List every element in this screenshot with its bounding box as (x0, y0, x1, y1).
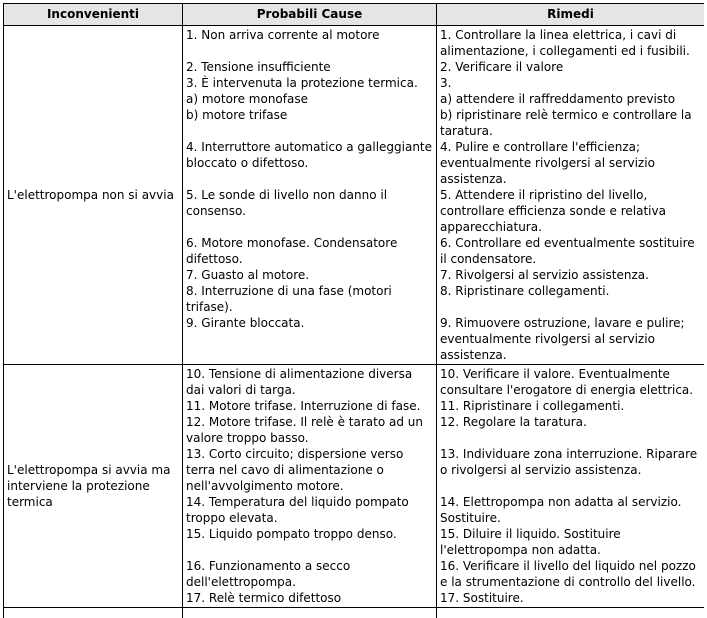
cause-item: 4. Interruttore automatico a galleggiante bloccato o difettoso. (186, 140, 433, 170)
remedy-item: 1. Controllare la linea elettrica, i cavi di alimentazione, i collegamenti ed i fusibili. (440, 28, 690, 58)
remedy-item: 14. Elettropompa non adatta al servizio. Sostituire. (440, 495, 682, 525)
header-inconvenienti: Inconvenienti (4, 4, 183, 26)
spacer-line (186, 542, 433, 558)
cause-item: 11. Motore trifase. Interruzione di fase. (186, 399, 421, 413)
remedy-item: b) ripristinare relè termico e controllare la taratura. (440, 108, 692, 138)
cause-item: 6. Motore monofase. Condensatore difettoso. (186, 236, 398, 266)
cause-item: 16. Funzionamento a secco dell'elettropompa. (186, 559, 351, 589)
remedy-item: 5. Attendere il ripristino del livello, controllare efficienza sonde e relativa apparecchiatura. (440, 188, 666, 234)
cause-item: 10. Tensione di alimentazione diversa dai valori di targa. (186, 367, 413, 397)
remedy-item: 17. Sostituire. (440, 591, 524, 605)
empty-cell (183, 608, 437, 618)
causes-cell (183, 365, 437, 608)
spacer-line (440, 299, 701, 315)
header-row (4, 4, 705, 26)
empty-cell (4, 608, 183, 618)
header-rimedi: Rimedi (437, 4, 705, 26)
spacer-line (186, 171, 433, 187)
header-probabili-cause: Probabili Cause (183, 4, 437, 26)
remedy-item: 7. Rivolgersi al servizio assistenza. (440, 268, 649, 282)
remedy-item: 15. Diluire il liquido. Sostituire l'elettropompa non adatta. (440, 527, 621, 557)
cause-item: 7. Guasto al motore. (186, 268, 310, 282)
cause-item: 13. Corto circuito; dispersione verso terra nel cavo di alimentazione o nell'avvolgimento motore. (186, 447, 404, 493)
remedy-item: 6. Controllare ed eventualmente sostituire il condensatore. (440, 236, 695, 266)
cause-item: 9. Girante bloccata. (186, 316, 305, 330)
cause-item: 1. Non arriva corrente al motore (186, 28, 380, 42)
cause-item: 12. Motore trifase. Il relè è tarato ad un valore troppo basso. (186, 415, 423, 445)
spacer-line (186, 219, 433, 235)
empty-cell (437, 608, 705, 618)
cause-item: 2. Tensione insufficiente (186, 60, 331, 74)
remedies-cell (437, 365, 705, 608)
remedy-item: 4. Pulire e controllare l'efficienza; eventualmente rivolgersi al servizio assistenza. (440, 140, 655, 186)
problem-cell: L'elettropompa si avvia ma interviene la protezione termica (4, 365, 183, 608)
spacer-line (186, 123, 433, 139)
table-row (4, 26, 705, 365)
remedy-item: 11. Ripristinare i collegamenti. (440, 399, 625, 413)
remedy-item: 10. Verificare il valore. Eventualmente consultare l'erogatore di energia elettrica. (440, 367, 694, 397)
cause-item: a) motore monofase (186, 92, 308, 106)
remedy-item: 8. Ripristinare collegamenti. (440, 284, 610, 298)
troubleshooting-table (3, 3, 704, 618)
spacer-line (440, 430, 701, 446)
spacer-line (186, 43, 433, 59)
table-row-partial (4, 608, 705, 618)
troubleshooting-table-container (3, 3, 704, 618)
cause-item: b) motore trifase (186, 108, 288, 122)
remedy-item: 3. (440, 76, 452, 90)
remedy-item: 13. Individuare zona interruzione. Riparare o rivolgersi al servizio assistenza. (440, 447, 698, 477)
remedy-item: 16. Verificare il livello del liquido nel pozzo e la strumentazione di controllo del livello. (440, 559, 696, 589)
spacer-line (440, 478, 701, 494)
cause-item: 3. È intervenuta la protezione termica. (186, 76, 418, 90)
remedies-cell (437, 26, 705, 365)
remedy-item: 9. Rimuovere ostruzione, lavare e pulire; eventualmente rivolgersi al servizio assistenza. (440, 316, 685, 362)
cause-item: 8. Interruzione di una fase (motori trifase). (186, 284, 392, 314)
problem-cell: L'elettropompa non si avvia (4, 26, 183, 365)
remedy-item: 2. Verificare il valore (440, 60, 564, 74)
remedy-item: a) attendere il raffreddamento previsto (440, 92, 676, 106)
cause-item: 14. Temperatura del liquido pompato troppo elevata. (186, 495, 409, 525)
cause-item: 17. Relè termico difettoso (186, 591, 342, 605)
cause-item: 15. Liquido pompato troppo denso. (186, 527, 397, 541)
cause-item: 5. Le sonde di livello non danno il consenso. (186, 188, 388, 218)
remedy-item: 12. Regolare la taratura. (440, 415, 587, 429)
causes-cell (183, 26, 437, 365)
table-row (4, 365, 705, 608)
